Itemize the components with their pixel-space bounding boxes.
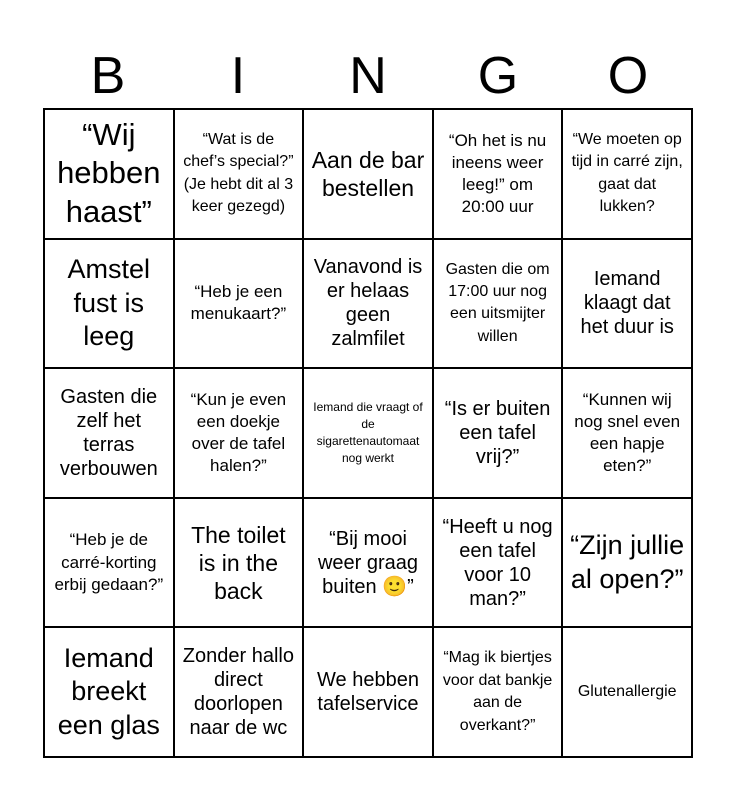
- bingo-cell[interactable]: [433, 368, 563, 498]
- header-letter-o: O: [607, 47, 649, 105]
- cell-text: “Oh het is nu ineens weer leeg!” om 20:00 uur: [448, 130, 547, 216]
- bingo-cell[interactable]: [433, 109, 563, 239]
- bingo-cell[interactable]: [44, 239, 174, 369]
- header-letter-i: I: [230, 47, 246, 105]
- cell-text: Vanavond is er helaas geen zalmfilet: [313, 256, 423, 351]
- cell-text: “Wij hebben haast”: [57, 116, 161, 230]
- bingo-cell[interactable]: [433, 627, 563, 757]
- bingo-cell[interactable]: [562, 498, 692, 628]
- bingo-cell-center[interactable]: [303, 368, 433, 498]
- bingo-cell[interactable]: [174, 368, 304, 498]
- cell-text: Glutenallergie: [577, 683, 677, 700]
- bingo-cell[interactable]: [44, 109, 174, 239]
- bingo-cell[interactable]: [562, 109, 692, 239]
- cell-text: “Bij mooi weer graag buiten 🙂”: [317, 527, 419, 598]
- header-letter-b: B: [90, 47, 126, 105]
- bingo-cell[interactable]: [303, 498, 433, 628]
- cell-text: Aan de bar bestellen: [311, 146, 425, 201]
- cell-text: “Kun je even een doekje over de tafel halen?”: [190, 389, 287, 476]
- cell-text: “Heb je een menukaart?”: [190, 282, 287, 324]
- cell-text: We hebben tafelservice: [317, 669, 419, 716]
- cell-text: “We moeten op tijd in carré zijn, gaat dat lukken?: [571, 131, 683, 216]
- cell-text: Amstel fust is leeg: [67, 253, 151, 352]
- header-letter-n: N: [349, 47, 387, 105]
- bingo-cell[interactable]: [303, 627, 433, 757]
- cell-text: “Kunnen wij nog snel even een hapje eten?”: [574, 389, 681, 476]
- bingo-cell[interactable]: [303, 239, 433, 369]
- bingo-cell[interactable]: [562, 239, 692, 369]
- cell-text: Gasten die zelf het terras verbouwen: [59, 385, 158, 480]
- cell-text: Iemand die vraagt of de sigarettenautomaat nog werkt: [313, 400, 423, 465]
- bingo-cell[interactable]: [174, 627, 304, 757]
- bingo-cell[interactable]: [44, 368, 174, 498]
- bingo-cell[interactable]: [174, 498, 304, 628]
- cell-text: Iemand klaagt dat het duur is: [580, 268, 674, 339]
- bingo-cell[interactable]: [562, 627, 692, 757]
- bingo-cell[interactable]: [303, 109, 433, 239]
- cell-text: “Wat is de chef’s special?” (Je hebt dit al 3 keer gezegd): [183, 131, 294, 216]
- cell-text: “Is er buiten een tafel vrij?”: [444, 397, 551, 468]
- cell-text: Iemand breekt een glas: [57, 642, 160, 741]
- bingo-cell[interactable]: [562, 368, 692, 498]
- cell-text: The toilet is in the back: [191, 521, 286, 604]
- cell-text: Gasten die om 17:00 uur nog een uitsmijter willen: [445, 260, 550, 345]
- bingo-cell[interactable]: [174, 239, 304, 369]
- cell-text: Zonder hallo direct doorlopen naar de wc: [182, 645, 294, 740]
- cell-text: “Mag ik biertjes voor dat bankje aan de overkant?”: [442, 649, 553, 734]
- bingo-cell[interactable]: [44, 627, 174, 757]
- bingo-cell[interactable]: [433, 498, 563, 628]
- bingo-card: [43, 108, 693, 758]
- cell-text: “Zijn jullie al open?”: [570, 529, 685, 594]
- cell-text: “Heeft u nog een tafel voor 10 man?”: [442, 515, 553, 610]
- cell-text: “Heb je de carré-korting erbij gedaan?”: [54, 530, 164, 594]
- bingo-cell[interactable]: [174, 109, 304, 239]
- bingo-cell[interactable]: [44, 498, 174, 628]
- bingo-header: [43, 46, 693, 106]
- bingo-cell[interactable]: [433, 239, 563, 369]
- header-letter-g: G: [477, 47, 519, 105]
